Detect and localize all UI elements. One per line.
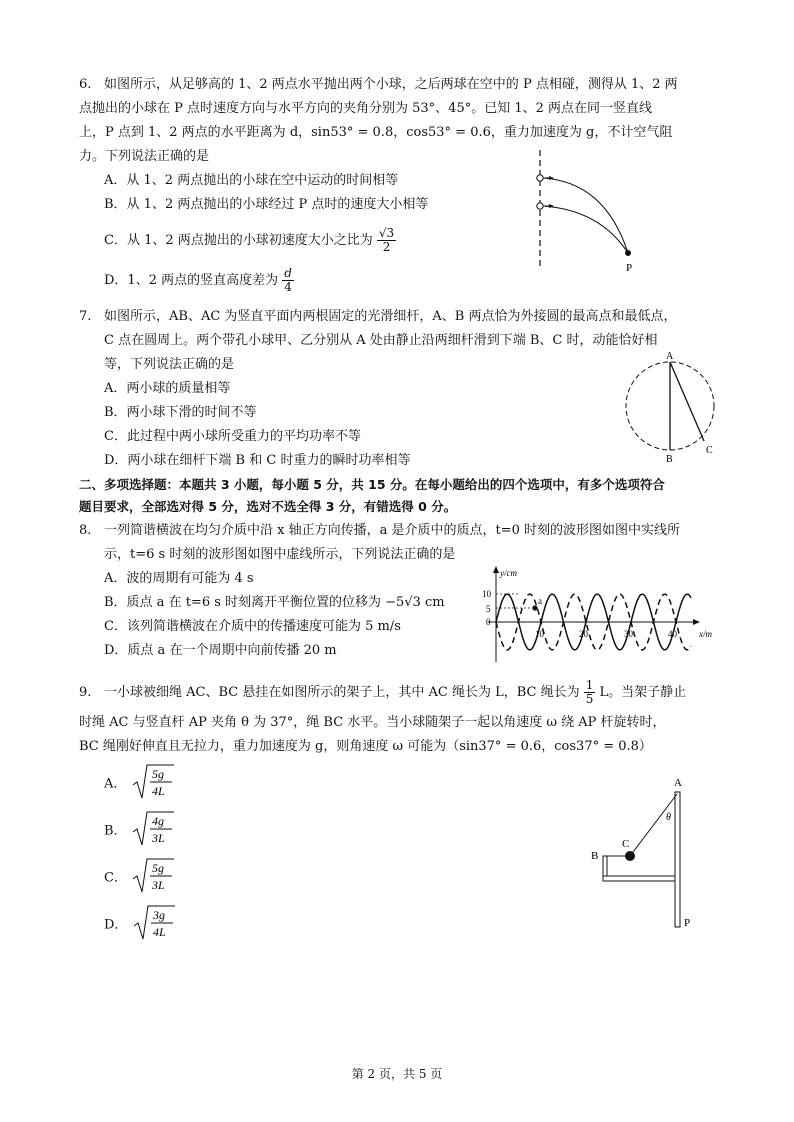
q6-stem-line1: 如图所示，从足够高的 1、2 两点水平抛出两个小球，之后两球在空中的 P 点相碰，测得从 1、2 两 [104, 77, 678, 92]
q6-option-b[interactable]: B．从 1、2 两点抛出的小球经过 P 点时的速度大小相等 [104, 197, 429, 212]
q8-ytick-10: 10 [482, 589, 491, 599]
q9-option-c-label: C． [104, 870, 127, 886]
q8-number: 8. [79, 523, 92, 538]
q7-option-c[interactable]: C．此过程中两小球所受重力的平均功率不等 [104, 429, 361, 444]
q8-wave-figure [478, 562, 718, 666]
q9-option-b-sqrt [131, 810, 175, 848]
q6-label-p: P [626, 262, 633, 274]
q9-option-b-den: 3L [151, 831, 165, 845]
q6-trajectory-2 [543, 206, 628, 253]
q9-frame-figure [585, 770, 700, 930]
q7-stem-line1: 如图所示，AB、AC 为竖直平面内两根固定的光滑细杆，A、B 两点恰为外接圆的最高点和最低点， [104, 309, 677, 324]
q6-stem-line4: 力。下列说法正确的是 [79, 149, 210, 164]
q9-horizontal-rod [603, 876, 675, 881]
q6-option-d[interactable] [104, 266, 294, 296]
q9-option-b-num: 4g [151, 814, 164, 828]
q9-stem-fraction-num: 1 [585, 678, 594, 692]
q8-x-label: x/m [699, 629, 712, 639]
q7-label-b: B [666, 454, 673, 465]
q9-option-d-num: 3g [152, 908, 165, 922]
q9-option-a-label: A． [104, 776, 127, 792]
q9-rope-ac [630, 794, 677, 856]
q7-option-a[interactable]: A．两小球的质量相等 [104, 381, 231, 396]
q9-ball [625, 851, 635, 861]
q9-option-c-den: 3L [152, 878, 165, 892]
q8-option-c[interactable]: C．该列简谐横波在介质中的传播速度可能为 5 m/s [104, 619, 401, 634]
q9-option-a[interactable] [104, 763, 175, 801]
q7-circle-figure [620, 350, 720, 465]
q8-option-a[interactable]: A．波的周期有可能为 4 s [104, 571, 254, 586]
q9-label-c: C [622, 838, 630, 850]
q9-option-d-sqrt [132, 904, 176, 942]
q6-option-c-text: C．从 1、2 两点抛出的小球初速度大小之比为 [104, 233, 373, 248]
q9-option-b[interactable] [104, 810, 175, 848]
q6-projectile-figure [520, 150, 640, 275]
q6-point-p [625, 250, 631, 256]
section2-heading-line1: 二、多项选择题：本题共 3 小题，每小题 5 分，共 15 分。在每小题给出的四个选项中，有多个选项符合 [79, 477, 665, 492]
q6-option-d-text: D．1、2 两点的竖直高度差为 [104, 273, 279, 288]
q8-xtick-10: 10 [535, 629, 544, 639]
q8-option-b[interactable]: B．质点 a 在 t=6 s 时刻离开平衡位置的位移为 −5√3 cm [104, 595, 445, 610]
q9-short-post [603, 856, 607, 876]
q7-rod-ac [670, 362, 704, 441]
q7-option-d[interactable]: D．两小球在细杆下端 B 和 C 时重力的瞬时功率相等 [104, 453, 411, 468]
q7-label-c: C [706, 445, 713, 456]
q8-point-a-label: a [538, 596, 542, 606]
q9-vertical-rod-ap [675, 792, 680, 927]
q9-option-a-num: 5g [151, 767, 164, 781]
q6-option-d-numerator: d [284, 266, 292, 280]
q6-option-c[interactable] [104, 226, 396, 256]
q9-label-b: B [591, 850, 599, 862]
q6-number: 6. [79, 77, 92, 92]
q8-stem-line2: 示，t=6 s 时刻的波形图如图中虚线所示，下列说法正确的是 [104, 547, 456, 562]
q6-option-c-numerator: √3 [378, 226, 395, 240]
q9-option-d-label: D． [104, 917, 128, 933]
q9-option-a-den: 4L [151, 784, 165, 798]
q9-stem-line1a: 一小球被细绳 AC、BC 悬挂在如图所示的架子上，其中 AC 绳长为 L，BC 绳长为 [104, 685, 580, 700]
q7-label-a: A [666, 351, 674, 362]
q7-option-b[interactable]: B．两小球下滑的时间不等 [104, 405, 257, 420]
q9-stem-fraction-den: 5 [585, 692, 594, 706]
q9-stem-line2: 时绳 AC 与竖直杆 AP 夹角 θ 为 37°，绳 BC 水平。当小球随架子一起以角速度 ω 绕 AP 杆旋转时， [79, 715, 666, 730]
q6-option-d-denominator: 4 [284, 280, 292, 294]
q6-point-1 [537, 175, 543, 181]
q8-option-d[interactable]: D．质点 a 在一个周期中向前传播 20 m [104, 643, 337, 658]
q7-stem-line3: 等，下列说法正确的是 [104, 357, 235, 372]
q9-label-p: P [684, 917, 691, 929]
q9-option-d[interactable] [104, 904, 176, 942]
q9-stem-line1b: L。当架子静止 [599, 685, 687, 700]
q9-number: 9. [79, 685, 92, 700]
section2-heading-line2: 题目要求，全部选对得 5 分，选对不选全得 3 分，有错选得 0 分。 [79, 499, 457, 514]
q7-stem-line2: C 点在圆周上。两个带孔小球甲、乙分别从 A 处由静止沿两细杆滑到下端 B、C 时，动能恰好相 [104, 333, 658, 348]
q6-stem-line3: 上，P 点到 1、2 两点的水平距离为 d，sin53° = 0.8，cos53° = 0.6，重力加速度为 g，不计空气阻 [79, 125, 673, 140]
q6-stem-line2: 点抛出的小球在 P 点时速度方向与水平方向的夹角分别为 53°、45°。已知 1、2 两点在同一竖直线 [79, 101, 653, 116]
q9-option-b-label: B． [104, 823, 127, 839]
q9-stem-fraction [584, 679, 596, 706]
q6-point-2 [537, 203, 543, 209]
q9-label-theta: θ [666, 812, 671, 823]
q9-label-a: A [674, 777, 682, 789]
q8-y-label: y/cm [500, 568, 517, 578]
q8-ytick-5: 5 [486, 604, 491, 614]
q9-option-c[interactable] [104, 857, 175, 895]
q8-xtick-40: 40 [668, 629, 677, 639]
q7-number: 7. [79, 309, 92, 324]
q9-option-c-sqrt [131, 857, 175, 895]
q9-stem-line1 [104, 676, 686, 710]
q9-stem-line3: BC 绳刚好伸直且无拉力，重力加速度为 g，则角速度 ω 可能为（sin37° = 0.6，cos37° = 0.8） [79, 739, 652, 754]
q8-xtick-30: 30 [624, 629, 633, 639]
q8-ytick-0: 0 [486, 617, 491, 627]
q9-option-c-num: 5g [152, 861, 165, 875]
q8-point-a [532, 605, 537, 610]
q6-option-a[interactable]: A．从 1、2 两点抛出的小球在空中运动的时间相等 [104, 173, 399, 188]
q8-stem-line1: 一列简谐横波在均匀介质中沿 x 轴正方向传播，a 是介质中的质点，t=0 时刻的波形图如图中实线所 [104, 523, 680, 538]
q6-option-c-denominator: 2 [382, 240, 391, 254]
q8-xtick-20: 20 [579, 629, 588, 639]
page-footer: 第 2 页，共 5 页 [351, 1067, 443, 1081]
q6-option-d-fraction [282, 267, 294, 294]
q6-trajectory-1 [543, 178, 628, 253]
q6-option-c-fraction [377, 227, 396, 254]
q9-option-a-sqrt [131, 763, 175, 801]
q9-option-d-den: 4L [152, 925, 166, 939]
